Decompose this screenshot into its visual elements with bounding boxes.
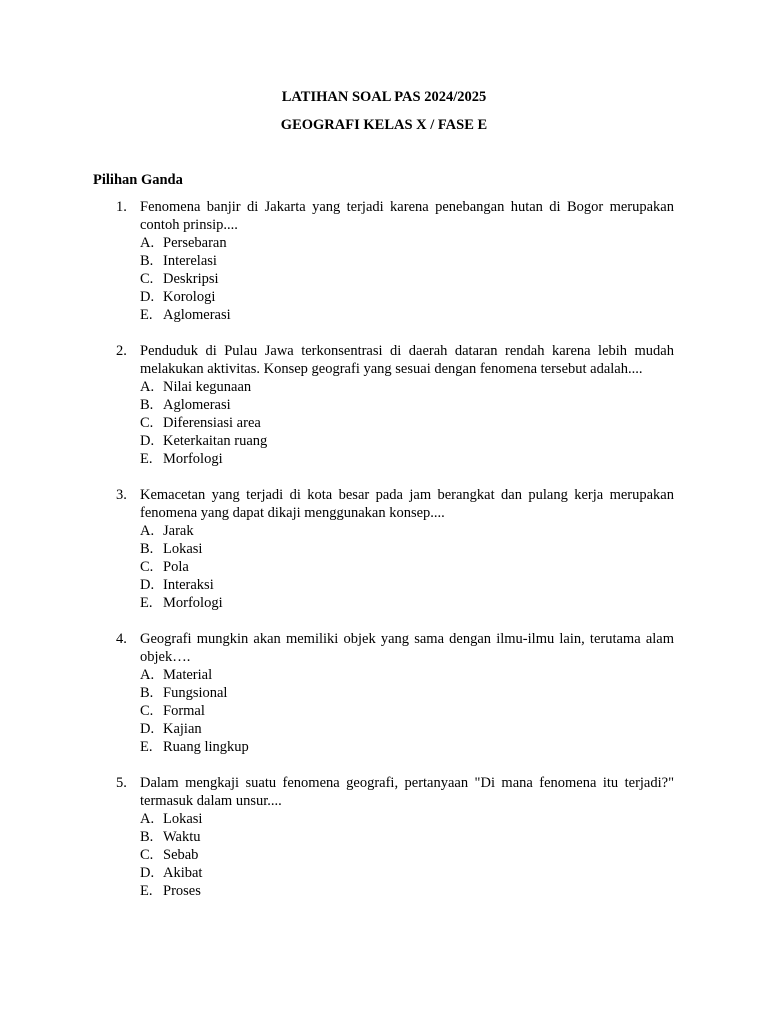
question-number: 5. (116, 775, 127, 791)
option-letter: B. (140, 397, 154, 413)
option-c (140, 846, 768, 864)
option-letter: D. (140, 289, 155, 305)
option-letter: A. (140, 667, 155, 683)
option-a (140, 666, 768, 684)
option-a (140, 234, 768, 252)
option-list (140, 810, 768, 900)
question-item (0, 342, 768, 468)
option-text: Jarak (163, 523, 194, 539)
question-number: 4. (116, 631, 127, 647)
option-e (140, 450, 768, 468)
option-text: Nilai kegunaan (163, 379, 252, 395)
option-b (140, 828, 768, 846)
document-title: LATIHAN SOAL PAS 2024/2025 (281, 89, 487, 105)
option-d (140, 576, 768, 594)
option-list (140, 378, 768, 468)
question-item (0, 774, 768, 900)
option-letter: B. (140, 541, 154, 557)
option-e (140, 306, 768, 324)
option-text: Korologi (163, 289, 216, 305)
option-text: Ruang lingkup (163, 739, 249, 755)
option-list (140, 234, 768, 324)
option-c (140, 558, 768, 576)
document-subtitle: GEOGRAFI KELAS X / FASE E (280, 117, 488, 133)
question-text: Geografi mungkin akan memiliki objek yang sama dengan ilmu-ilmu lain, terutama alam objek…. (140, 631, 674, 665)
option-text: Morfologi (163, 451, 223, 467)
option-text: Interaksi (163, 577, 214, 593)
option-letter: E. (140, 307, 153, 323)
option-text: Akibat (163, 865, 203, 881)
option-text: Lokasi (163, 541, 203, 557)
option-text: Keterkaitan ruang (163, 433, 268, 449)
section-heading: Pilihan Ganda (93, 172, 183, 188)
option-letter: D. (140, 865, 155, 881)
option-text: Material (163, 667, 213, 683)
option-letter: C. (140, 559, 154, 575)
option-letter: A. (140, 811, 155, 827)
option-list (140, 666, 768, 756)
option-c (140, 270, 768, 288)
option-list (140, 522, 768, 612)
option-e (140, 882, 768, 900)
option-letter: D. (140, 577, 155, 593)
option-b (140, 684, 768, 702)
option-text: Sebab (163, 847, 199, 863)
option-text: Morfologi (163, 595, 223, 611)
option-a (140, 522, 768, 540)
option-e (140, 738, 768, 756)
option-text: Pola (163, 559, 189, 575)
option-text: Formal (163, 703, 205, 719)
option-letter: E. (140, 595, 153, 611)
option-letter: A. (140, 235, 155, 251)
option-text: Proses (163, 883, 201, 899)
option-c (140, 702, 768, 720)
question-number: 3. (116, 487, 127, 503)
option-text: Interelasi (163, 253, 217, 269)
option-d (140, 432, 768, 450)
option-letter: E. (140, 451, 153, 467)
question-item (0, 630, 768, 756)
option-d (140, 720, 768, 738)
option-text: Deskripsi (163, 271, 219, 287)
option-text: Persebaran (163, 235, 227, 251)
question-item (0, 198, 768, 324)
option-letter: C. (140, 271, 154, 287)
option-text: Fungsional (163, 685, 228, 701)
option-d (140, 288, 768, 306)
option-letter: E. (140, 883, 153, 899)
option-text: Lokasi (163, 811, 203, 827)
option-text: Aglomerasi (163, 307, 231, 323)
option-letter: D. (140, 433, 155, 449)
option-letter: C. (140, 703, 154, 719)
option-letter: C. (140, 847, 154, 863)
option-letter: C. (140, 415, 154, 431)
option-letter: B. (140, 829, 154, 845)
option-text: Kajian (163, 721, 202, 737)
option-letter: B. (140, 685, 154, 701)
question-text: Fenomena banjir di Jakarta yang terjadi karena penebangan hutan di Bogor merupakan contoh prinsip.... (140, 199, 674, 233)
option-b (140, 252, 768, 270)
question-text: Penduduk di Pulau Jawa terkonsentrasi di daerah dataran rendah karena lebih mudah melakukan aktivitas. Konsep geografi yang sesuai dengan fenomena tersebut adalah.... (140, 343, 674, 377)
question-text: Kemacetan yang terjadi di kota besar pada jam berangkat dan pulang kerja merupakan fenomena yang dapat dikaji menggunakan konsep.... (140, 487, 674, 521)
option-text: Diferensiasi area (163, 415, 261, 431)
option-c (140, 414, 768, 432)
option-text: Waktu (163, 829, 201, 845)
option-letter: E. (140, 739, 153, 755)
question-item (0, 486, 768, 612)
question-list (0, 198, 768, 918)
option-d (140, 864, 768, 882)
option-b (140, 540, 768, 558)
option-b (140, 396, 768, 414)
question-number: 1. (116, 199, 127, 215)
question-number: 2. (116, 343, 127, 359)
option-letter: A. (140, 523, 155, 539)
option-letter: D. (140, 721, 155, 737)
option-e (140, 594, 768, 612)
question-text: Dalam mengkaji suatu fenomena geografi, pertanyaan "Di mana fenomena itu terjadi?" termasuk dalam unsur.... (140, 775, 674, 809)
option-text: Aglomerasi (163, 397, 231, 413)
option-a (140, 378, 768, 396)
option-a (140, 810, 768, 828)
option-letter: A. (140, 379, 155, 395)
option-letter: B. (140, 253, 154, 269)
